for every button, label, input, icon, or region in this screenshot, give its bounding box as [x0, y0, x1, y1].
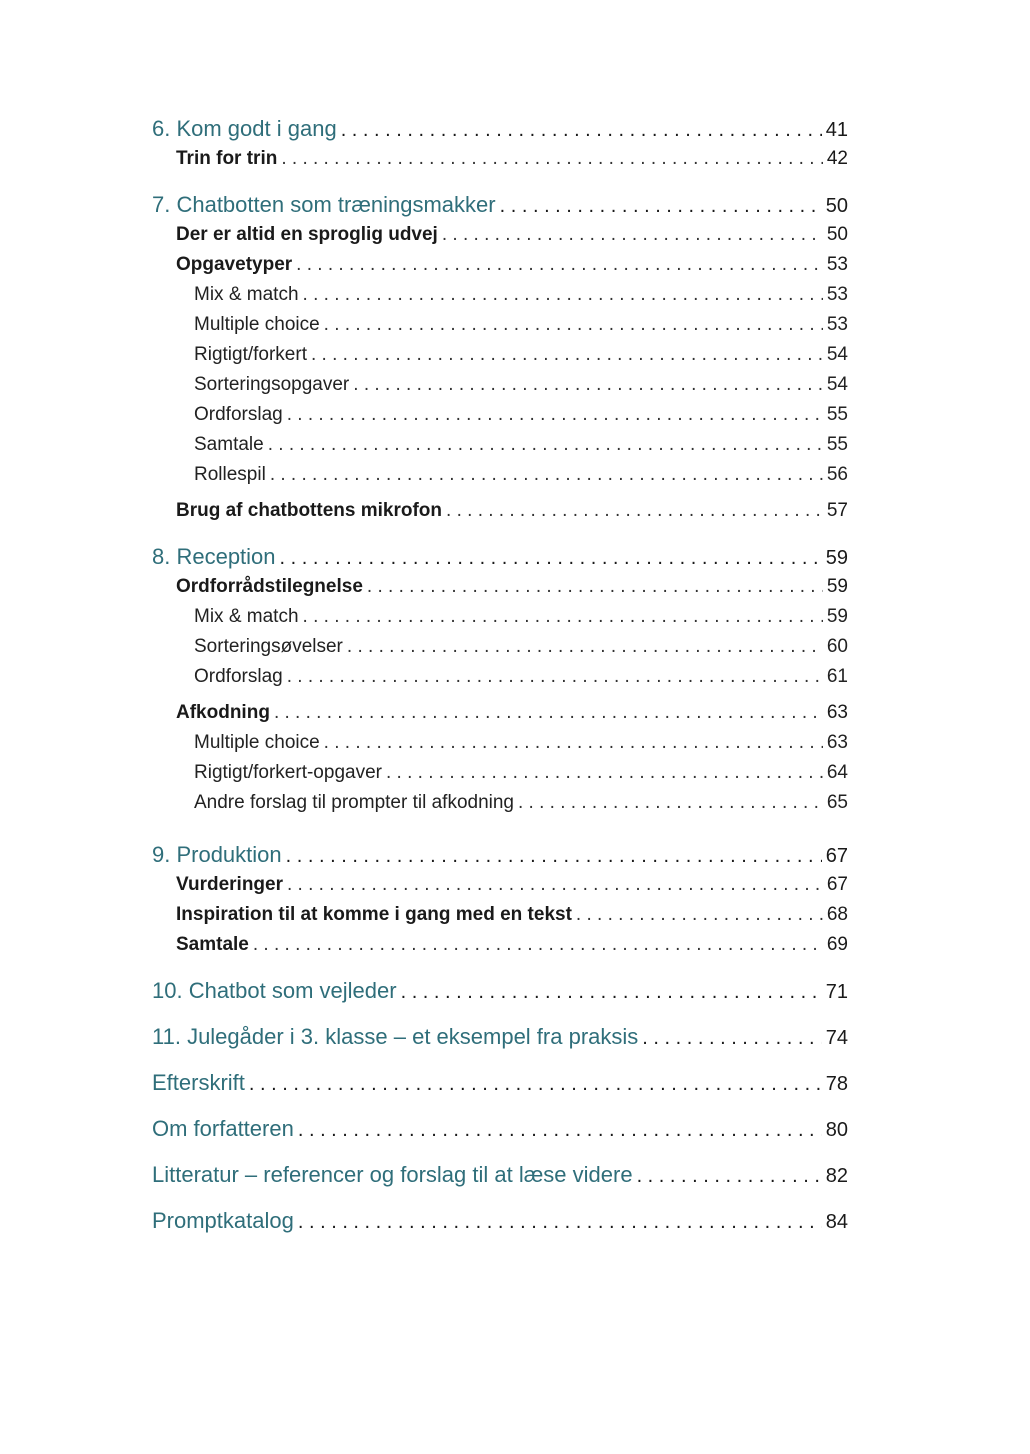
toc-section[interactable] [152, 930, 848, 960]
dot-leader [311, 340, 823, 370]
toc-section[interactable] [152, 572, 848, 602]
toc-page-number: 42 [826, 148, 848, 169]
toc-entry-label: Multiple choice [194, 732, 320, 753]
toc-page-number: 50 [825, 195, 848, 217]
dot-leader [268, 430, 823, 460]
toc-page-number: 69 [826, 934, 848, 955]
toc-page-number: 61 [826, 666, 848, 687]
toc-section[interactable] [152, 698, 848, 728]
toc-subsection[interactable] [152, 430, 848, 460]
toc-section[interactable] [152, 220, 848, 250]
dot-leader [642, 1023, 821, 1052]
toc-entry-label: Mix & match [194, 284, 299, 305]
toc-page-number: 59 [825, 547, 848, 569]
toc-chapter-7[interactable] [152, 190, 848, 220]
toc-page-number: 57 [826, 500, 848, 521]
toc-page-number: 68 [826, 904, 848, 925]
toc-entry-label: Mix & match [194, 606, 299, 627]
toc-page-number: 53 [826, 314, 848, 335]
toc-page-number: 64 [826, 762, 848, 783]
toc-page-number: 54 [826, 344, 848, 365]
toc-subsection[interactable] [152, 728, 848, 758]
toc-chapter-8[interactable] [152, 542, 848, 572]
toc-page-number: 63 [826, 732, 848, 753]
dot-leader [296, 250, 823, 280]
toc-entry-label: Efterskrift [152, 1070, 245, 1095]
toc-entry-label: Afkodning [176, 702, 270, 723]
toc-entry-label: Der er altid en sproglig udvej [176, 224, 438, 245]
toc-entry-label: Andre forslag til prompter til afkodning [194, 792, 514, 813]
dot-leader [446, 496, 823, 526]
toc-entry-label: 9. Produktion [152, 842, 282, 867]
toc-entry-label: Rollespil [194, 464, 266, 485]
toc-page-number: 54 [826, 374, 848, 395]
dot-leader [287, 662, 823, 692]
toc-subsection[interactable] [152, 280, 848, 310]
toc-entry-label: Ordforslag [194, 404, 283, 425]
dot-leader [353, 370, 823, 400]
dot-leader [386, 758, 823, 788]
toc-page-number: 78 [825, 1073, 848, 1095]
toc-entry-label: Samtale [194, 434, 264, 455]
toc-section[interactable] [152, 250, 848, 280]
toc-entry-label: Sorteringsøvelser [194, 636, 343, 657]
toc-entry-label: Brug af chatbottens mikrofon [176, 500, 443, 521]
toc-subsection[interactable] [152, 788, 848, 818]
toc-entry-label: Samtale [176, 934, 249, 955]
toc-entry-label: 10. Chatbot som vejleder [152, 978, 397, 1003]
dot-leader [287, 400, 823, 430]
toc-page-number: 74 [825, 1027, 848, 1049]
toc-subsection[interactable] [152, 340, 848, 370]
toc-page-number: 53 [826, 284, 848, 305]
dot-leader [576, 900, 823, 930]
toc-section[interactable] [152, 900, 848, 930]
toc-section[interactable] [152, 144, 848, 174]
toc-page-number: 82 [825, 1165, 848, 1187]
toc-entry-label: Inspiration til at komme i gang med en tekst [176, 904, 572, 925]
dot-leader [303, 280, 823, 310]
toc-page-number: 63 [826, 702, 848, 723]
toc-entry-label: Rigtigt/forkert-opgaver [194, 762, 382, 783]
toc-page-number: 80 [825, 1119, 848, 1141]
toc-page-number: 41 [825, 119, 848, 141]
dot-leader [253, 930, 823, 960]
toc-entry-label: Trin for trin [176, 148, 278, 169]
toc-page-number: 53 [826, 254, 848, 275]
toc-entry-label: Ordforslag [194, 666, 283, 687]
dot-leader [287, 870, 823, 900]
toc-page-number: 56 [826, 464, 848, 485]
toc-promptkatalog[interactable] [152, 1206, 848, 1236]
dot-leader [249, 1069, 822, 1098]
toc-chapter-9[interactable] [152, 840, 848, 870]
dot-leader [281, 144, 823, 174]
toc-page-number: 59 [826, 576, 848, 597]
toc-entry-label: Multiple choice [194, 314, 320, 335]
toc-litteratur[interactable] [152, 1160, 848, 1190]
toc-subsection[interactable] [152, 632, 848, 662]
dot-leader [401, 977, 822, 1006]
toc-subsection[interactable] [152, 758, 848, 788]
toc-entry-label: Sorteringsopgaver [194, 374, 350, 395]
dot-leader [286, 841, 822, 870]
dot-leader [324, 310, 823, 340]
toc-page-number: 55 [826, 434, 848, 455]
dot-leader [298, 1115, 822, 1144]
dot-leader [367, 572, 823, 602]
toc-entry-label: 6. Kom godt i gang [152, 116, 337, 141]
toc-efterskrift[interactable] [152, 1068, 848, 1098]
toc-entry-label: Om forfatteren [152, 1116, 294, 1141]
toc-page-number: 84 [825, 1211, 848, 1233]
dot-leader [280, 543, 822, 572]
toc-page-number: 60 [826, 636, 848, 657]
toc-subsection[interactable] [152, 310, 848, 340]
toc-page-number: 65 [826, 792, 848, 813]
toc-page-number: 67 [826, 874, 848, 895]
toc-page-number: 55 [826, 404, 848, 425]
toc-entry-label: 11. Julegåder i 3. klasse – et eksempel fra praksis [152, 1024, 639, 1049]
toc-section[interactable] [152, 870, 848, 900]
toc-subsection[interactable] [152, 662, 848, 692]
toc-section[interactable] [152, 496, 848, 526]
toc-subsection[interactable] [152, 460, 848, 490]
toc-om-forfatteren[interactable] [152, 1114, 848, 1144]
toc-page-number: 71 [825, 981, 848, 1003]
toc-chapter-10[interactable] [152, 976, 848, 1006]
toc-page-number: 50 [826, 224, 848, 245]
dot-leader [341, 115, 822, 144]
dot-leader [347, 632, 823, 662]
toc-chapter-6[interactable] [152, 114, 848, 144]
toc-entry-label: 8. Reception [152, 544, 276, 569]
toc-page-number: 67 [825, 845, 848, 867]
dot-leader [274, 698, 823, 728]
toc-entry-label: 7. Chatbotten som træningsmakker [152, 192, 496, 217]
toc-subsection[interactable] [152, 602, 848, 632]
dot-leader [298, 1207, 822, 1236]
dot-leader [518, 788, 823, 818]
dot-leader [324, 728, 823, 758]
dot-leader [500, 191, 822, 220]
toc-entry-label: Opgavetyper [176, 254, 293, 275]
dot-leader [442, 220, 823, 250]
toc-chapter-11[interactable] [152, 1022, 848, 1052]
toc-entry-label: Ordforrådstilegnelse [176, 576, 363, 597]
dot-leader [637, 1161, 822, 1190]
toc-subsection[interactable] [152, 400, 848, 430]
dot-leader [270, 460, 823, 490]
table-of-contents [152, 114, 848, 1236]
toc-entry-label: Rigtigt/forkert [194, 344, 307, 365]
toc-entry-label: Vurderinger [176, 874, 283, 895]
toc-subsection[interactable] [152, 370, 848, 400]
toc-page-number: 59 [826, 606, 848, 627]
dot-leader [303, 602, 823, 632]
toc-entry-label: Litteratur – referencer og forslag til at læse videre [152, 1162, 633, 1187]
toc-entry-label: Promptkatalog [152, 1208, 294, 1233]
